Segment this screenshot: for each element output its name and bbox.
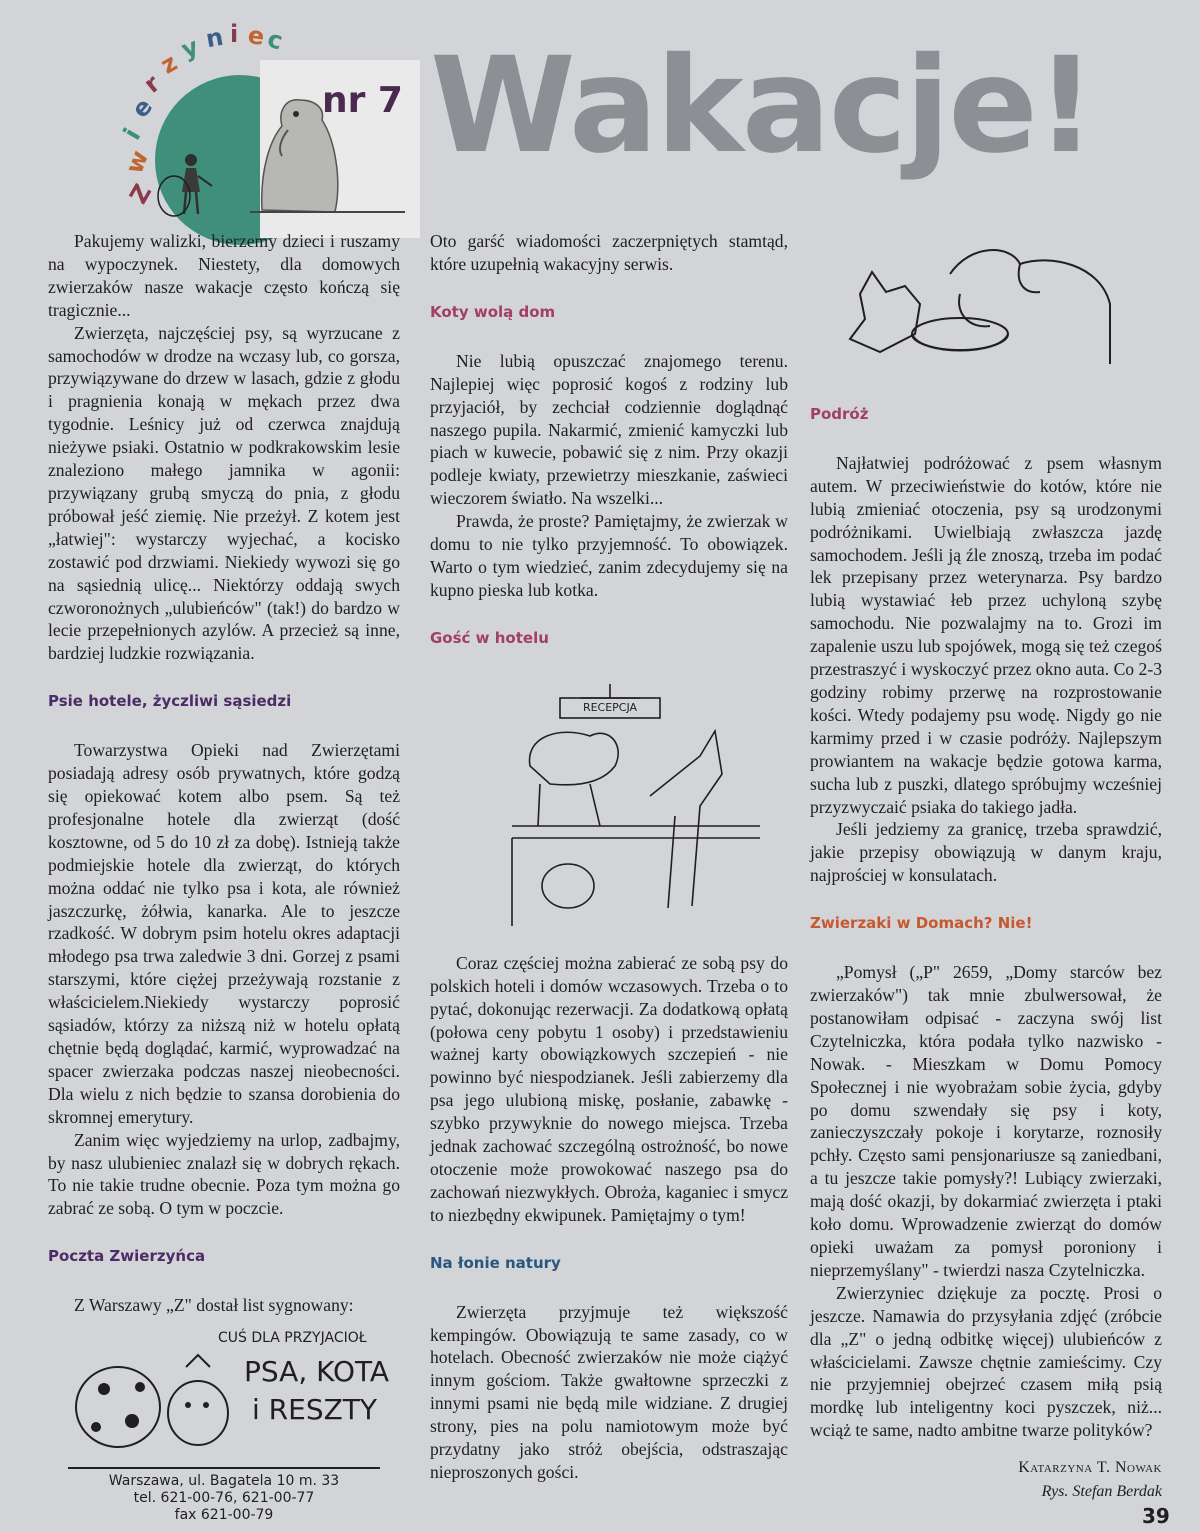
author-name: Katarzyna T. Nowak: [1018, 1459, 1162, 1477]
series-letter-c: c: [264, 24, 286, 56]
stamp-phone: tel. 621-00-76, 621-00-77: [133, 1490, 315, 1507]
paragraph: „Pomysł („P" 2659, „Domy starców bez zwierzaków") tak mnie zbulwersował, że postanowiłam odpisać - zaczyna swój list Czytelniczka, która podała tylko nazwisko - Nowak. - Mieszkam w Domu Pomocy Społecznej i nie wyobrażam sobie życia, gdyby po domu szwendały się psy i koty, zanieczyszczały pokoje i korytarze, roznosiły pchły. Często sami pensjonariusze są zaniedbani, a tu jeszcze takie pomysły?! Lubiący zwierzaki, mają dość okazji, by dokarmiać zwierzęta i ptaki koło domu. Wprowadzenie zwierząt do domów opieki uważam za pomysł poroniony i nieprzemyślany" - twierdzi nasza Czytelniczka.: [810, 962, 1162, 1280]
paragraph: Nie lubią opuszczać znajomego terenu. Najlepiej więc poprosić kogoś z rodziny lub przyjaciół, by zechciał codziennie doglądnąć naszego pupila. Nakarmić, zmienić kamyczki lub piach w kuwecie, pobawić się z nim. Przy okazji podleje kwiaty, przewietrzy mieszkanie, zaświeci wieczorem światło. Na wszelki...: [430, 350, 788, 509]
paragraph: Najłatwiej podróżować z psem własnym autem. W przeciwieństwie do kotów, które nie lubią zmieniać otoczenia, psy są urodzonymi podróżnikami. Uwielbiają zwłaszcza jazdę samochodem. Jeśli ją źle znoszą, trzeba im podać lek przepisany przez weterynarza. Psy bardzo lubią wystawiać łeb przez uchyloną szybę samochodu. Nie pozwalajmy na to. Grozi im zapalenie uszu lub spojówek, mogą się też czegoś przestraszyć i wyskoczyć przez okno auta. Co 2-3 godziny robimy przerwę na rozprostowanie kości. Wtedy podajemy psu wodę. Nigdy go nie karmimy przed i w czasie podróży. Najlepszym prowiantem na wakacje będzie gotowa karma, sucha lub z puszki, dlatego spróbujmy wcześniej przyzwyczaić psiaka do takiego jadła.: [810, 452, 1162, 817]
issue-number: nr 7: [322, 80, 403, 121]
stamp-address: Warszawa, ul. Bagatela 10 m. 33: [108, 1473, 340, 1490]
paragraph: Zwierzyniec dziękuje za pocztę. Prosi o jeszcze. Namawia do przysyłania zdjęć (zróbcie dla „Z" o jedną odbitkę więcej) ulubieńców z właścicielami. Zawsze chętnie zamieścimy. Czy nie przyjemniej obejrzeć czasem miłą psią mordkę lub inteligentny koci pyszczek, niż... wciąż te same, nadto ambitne twarze polityków?: [810, 1282, 1162, 1441]
subheading-hotel-guest: Gość w hotelu: [430, 628, 549, 647]
subheading-cats-prefer-home: Koty wolą dom: [430, 302, 556, 321]
series-letter-r: r: [138, 69, 166, 99]
paragraph: Prawda, że proste? Pamiętajmy, że zwierzak w domu to nie tylko przyjemność. To obowiązek. Warto o tym wiedzieć, zanim zdecydujemy się na kupno pieska lub kotka.: [430, 511, 788, 600]
series-letter-i2: i: [230, 20, 239, 48]
subheading-nature: Na łonie natury: [430, 1253, 561, 1272]
column-2: [430, 230, 788, 1484]
series-letter-y: y: [177, 32, 202, 64]
article-credit: [810, 1456, 1162, 1504]
dog-cat-bowl-drawing: [810, 234, 1162, 374]
series-letter-n: n: [203, 22, 226, 54]
stamp-heading: CUŚ DLA PRZYJACIOŁ: [218, 1330, 367, 1347]
reception-sign: RECEPCJA: [582, 700, 638, 714]
paragraph: Coraz częściej można zabierać ze sobą psy do polskich hoteli i domów wczasowych. Trzeba o to pytać, dokonując rezerwacji. Za dodatkową opłatą (połowa ceny pobytu 1 osoby) i przedstawieniu ważnej karty obowiązkowych szczepień - nie powinno być niespodzianek. Jeśli zabierzemy dla psa jego ulubioną miskę, posłanie, zabawkę - szybko przywyknie do nowego miejsca. Trzeba jednak zachować szczególną ostrożność, bo nowe otoczenie może prowokować naszego psa do zachowań niezwykłych. Obroża, kaganiec i smycz to niezbędny ekwipunek. Pamiętajmy o tym!: [430, 952, 788, 1225]
column-3: [810, 230, 1162, 1504]
subheading-travel: Podróż: [810, 404, 869, 423]
header-art: [110, 20, 410, 230]
stamp-name-line-1: PSA, KOTA: [244, 1355, 390, 1389]
column-1: [48, 230, 400, 1524]
paragraph: Zwierzęta, najczęściej psy, są wyrzucane z samochodów w drodze na wczasy lub, co gorsza, przywiązywane do drzew w lasach, gdzie z głodu i pragnienia konają w mękach przez dwa tygodnie. Leśnicy już od czerwca znajdują nieżywe psiaki. Ostatnio w podkrakowskim lesie znaleziono małego jamnika w agonii: przywiązany grubą smyczą do pnia, z głodu próbował jeść ziemię. Nie przeżył. Z kotem jest „łatwiej": wystarczy wyjechać, a kocisko zostawić pod drzwiami. Niekiedy wywozi się go na sąsiednią ulicę... Niektórzy oddają swych czworonożnych „ulubieńców" (tak!) do bardzo w lecie przepełnionych azylów. A przecież są inne, bardziej ludzkie rozwiązania.: [48, 322, 400, 664]
paragraph: Zwierzęta przyjmuje też większość kempingów. Obowiązują te same zasady, co w hotelach. Obecność zwierzaków nie może ciążyć innym gościom. Także gwałtowne sprzeczki z innymi psami nie będą mile widziane. Z drugiej strony, pies na polu namiotowym może być przydatny jako stróż obejścia, odstraszając nieproszonych gości.: [430, 1301, 788, 1482]
page-number: 39: [1142, 1504, 1170, 1528]
paragraph: Z Warszawy „Z" dostał list sygnowany:: [74, 1295, 354, 1316]
hotel-reception-cartoon: [430, 676, 788, 938]
series-letter-e: e: [126, 92, 159, 124]
paragraph: Zanim więc wyjedziemy na urlop, zadbajmy, by nasz ulubieniec znalazł się w dobrych rękach. To nie takie trudne obecnie. Poza tym można go zabrać ze sobą. O tym w poczcie.: [48, 1129, 400, 1219]
stamp-fax: fax 621-00-79: [174, 1507, 274, 1524]
series-letter-w: w: [120, 146, 155, 178]
stamp-name-line-2: i RESZTY: [252, 1393, 377, 1427]
page-title: Wakacje!: [430, 29, 1095, 183]
series-letter-i: i: [117, 123, 147, 145]
series-letter-z: Z: [124, 179, 158, 209]
letter-stamp: [48, 1327, 400, 1524]
paragraph: Oto garść wiadomości zaczerpniętych stamtąd, które uzupełnią wakacyjny serwis.: [430, 231, 788, 274]
subheading-pet-hotels: Psie hotele, życzliwi sąsiedzi: [48, 692, 292, 711]
marmot-photo-illustration: [110, 20, 410, 230]
subheading-mail: Poczta Zwierzyńca: [48, 1247, 206, 1266]
subheading-letter: Zwierzaki w Domach? Nie!: [810, 914, 1033, 933]
paragraph: Jeśli jedziemy za granicę, trzeba sprawdzić, jakie przepisy obowiązują w danym kraju, najprościej w konsulatach.: [810, 819, 1162, 886]
intro-paragraph: Pakujemy walizki, bierzemy dzieci i ruszamy na wypoczynek. Niestety, dla domowych zwierzaków nasze wakacje często kończą się tragicznie...: [48, 231, 400, 320]
series-letter-e2: e: [246, 21, 267, 51]
illustrator-credit: Rys. Stefan Berdak: [1041, 1483, 1162, 1501]
paragraph: Towarzystwa Opieki nad Zwierzętami posiadają adresy osób prywatnych, które godzą się opiekować kotem albo psem. Są też profesjonalne hotele dla zwierząt (dość kosztowne, od 5 do 10 zł za dobę). Istnieją także podmiejskie hotele dla zwierząt, do których można oddać nie tylko psa i kota, ale również jaszczurkę, żółwia, kanarka. Ale to jeszcze rzadkość. W dobrym psim hotelu okres adaptacji młodego psa trwa zaledwie 3 dni. Gorzej z psami starszymi, które ciężej przeżywają rozstanie z właścicielem.Niekiedy wystarczy poprosić sąsiadów, którzy za niższą niż w hotelu opłatą chętnie będą doglądać, karmić, wyprowadzać na spacer zwierzaka podczas naszej nieobecności. Dla wielu z nich będzie to szansa dorobienia do skromnej emerytury.: [48, 740, 400, 1127]
series-letter-z2: z: [155, 48, 183, 80]
